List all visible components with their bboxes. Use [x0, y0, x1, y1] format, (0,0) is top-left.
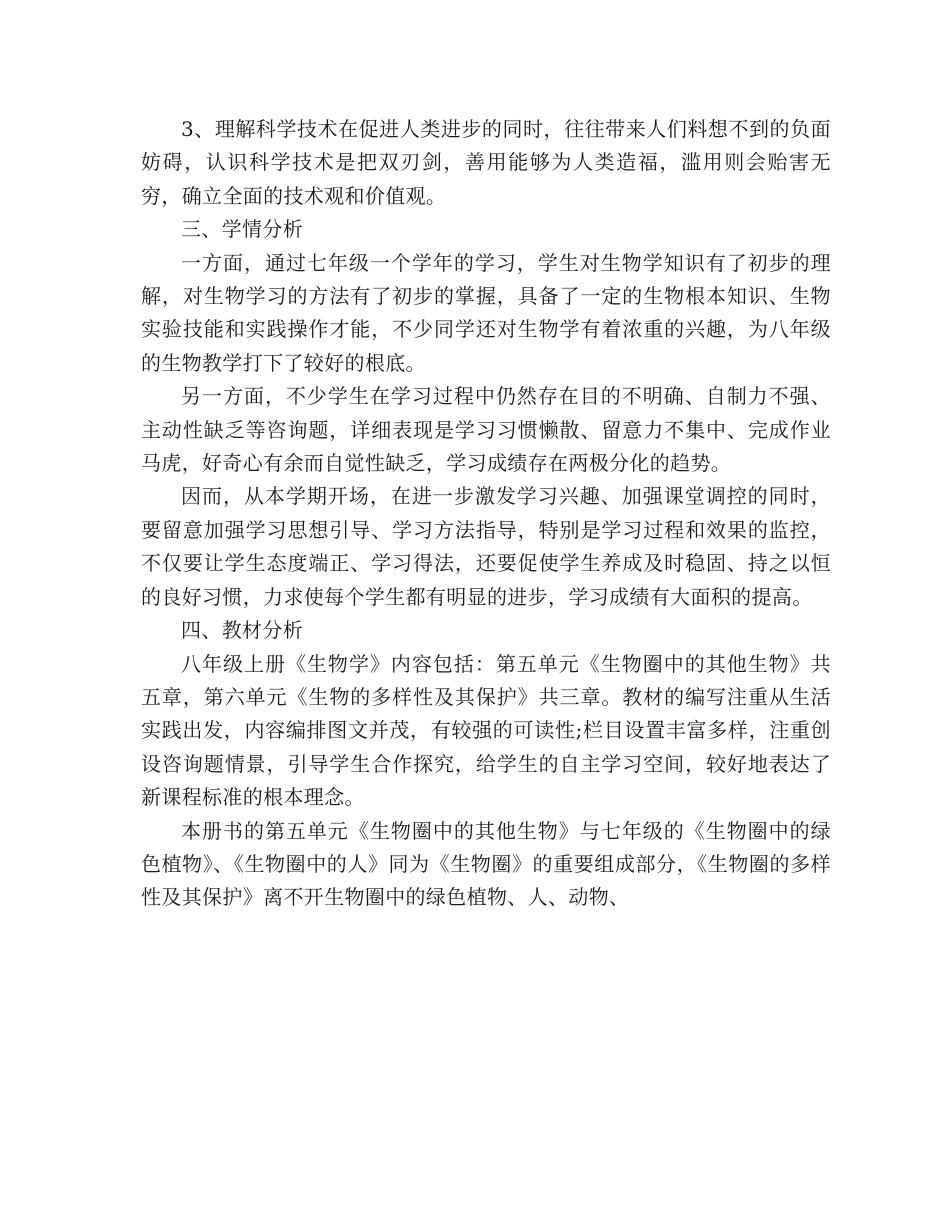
heading-textbook-analysis: 四、教材分析 [181, 618, 304, 643]
paragraph-learning-analysis-2: 另一方面，不少学生在学习过程中仍然存在目的不明确、自制力不强、主动性缺乏等咨询题，详细表现是学习习惯懒散、留意力不集中、完成作业马虎，好奇心有余而自觉性缺乏，学习成绩存在两极分化的趋势。 [141, 384, 831, 476]
paragraph-textbook-analysis-2: 本册书的第五单元《生物圈中的其他生物》与七年级的《生物圈中的绿色植物》、《生物圈中的人》同为《生物圈》的重要组成部分，《生物圈的多样性及其保护》离不开生物圈中的绿色植物、人、动物、 [141, 818, 831, 910]
document-body [141, 113, 831, 915]
paragraph-objective-3: 3、理解科学技术在促进人类进步的同时，往往带来人们料想不到的负面妨碍，认识科学技术是把双刃剑，善用能够为人类造福，滥用则会贻害无穷，确立全面的技术观和价值观。 [141, 117, 831, 208]
paragraph-learning-analysis-1: 一方面，通过七年级一个学年的学习，学生对生物学知识有了初步的理解，对生物学习的方法有了初步的掌握，具备了一定的生物根本知识、生物实验技能和实践操作才能，不少同学还对生物学有着浓重的兴趣，为八年级的生物教学打下了较好的根底。 [141, 250, 831, 375]
heading-learning-analysis: 三、学情分析 [181, 217, 304, 242]
paragraph-textbook-analysis-1: 八年级上册《生物学》内容包括：第五单元《生物圈中的其他生物》共五章，第六单元《生物的多样性及其保护》共三章。教材的编写注重从生活实践出发，内容编排图文并茂，有较强的可读性;栏目设置丰富多样，注重创设咨询题情景，引导学生合作探究，给学生的自主学习空间，较好地表达了新课程标准的根本理念。 [141, 651, 831, 810]
paragraph-learning-analysis-3: 因而，从本学期开场，在进一步激发学习兴趣、加强课堂调控的同时，要留意加强学习思想引导、学习方法指导，特别是学习过程和效果的监控，不仅要让学生态度端正、学习得法，还要促使学生养成及时稳固、持之以恒的良好习惯，力求使每个学生都有明显的进步，学习成绩有大面积的提高。 [141, 484, 831, 609]
